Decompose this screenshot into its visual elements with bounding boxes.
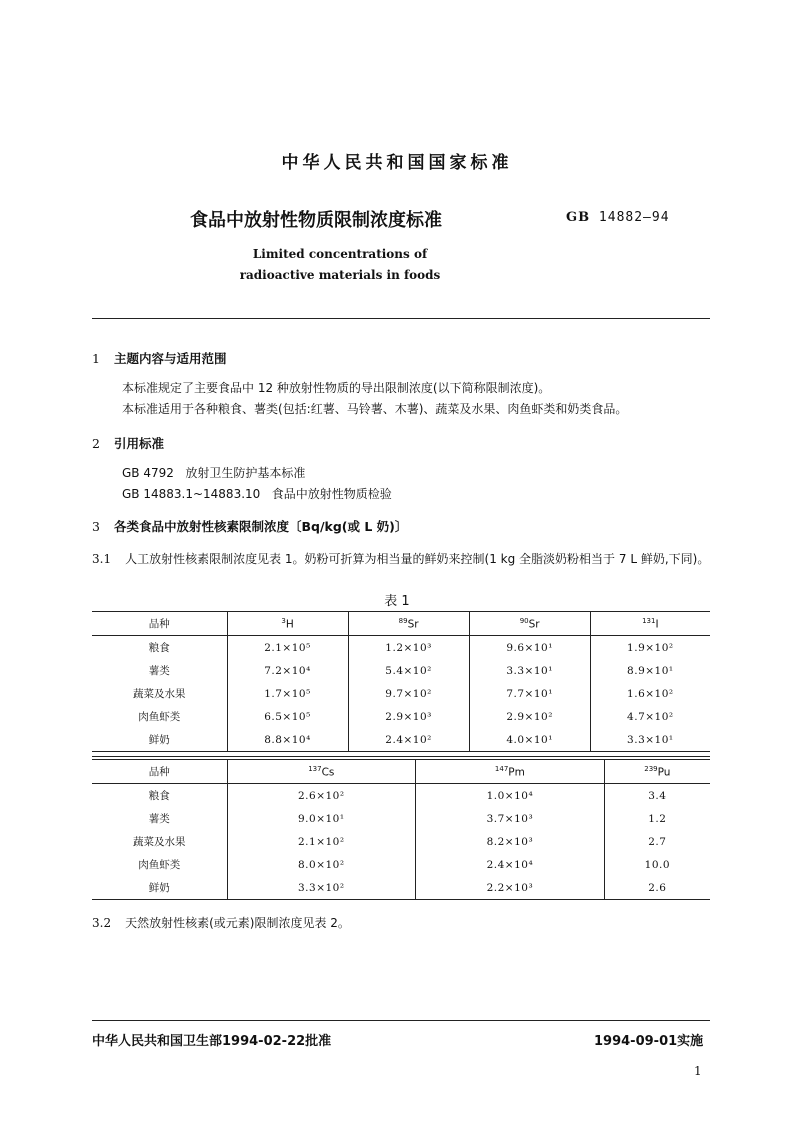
mass-number: 131 <box>642 616 656 625</box>
table-row <box>92 876 710 900</box>
table-1-part-1 <box>92 611 710 752</box>
food-category: 蔬菜及水果 <box>133 688 186 700</box>
food-category: 鲜奶 <box>148 734 170 746</box>
mass-number: 137 <box>308 764 322 773</box>
standard-prefix: GB <box>566 210 591 225</box>
concentration-value: 3.7×10³ <box>416 807 605 830</box>
footer-rule <box>92 1020 710 1021</box>
concentration-value: 7.2×10⁴ <box>227 659 348 682</box>
element-symbol: I <box>655 618 659 631</box>
reference-2: GB 14883.1~14883.10 食品中放射性物质检验 <box>122 487 392 501</box>
column-header-variety: 品种 <box>92 760 227 784</box>
column-header-nuclide <box>348 612 469 636</box>
subsection-number: 3.2 <box>92 916 112 930</box>
element-symbol: H <box>285 618 294 631</box>
column-header-nuclide <box>590 612 710 636</box>
food-category: 粮食 <box>148 790 170 802</box>
document-title: 食品中放射性物质限制浓度标准 <box>190 210 442 231</box>
concentration-value: 8.2×10³ <box>416 830 605 853</box>
concentration-value: 2.4×10⁴ <box>416 853 605 876</box>
mass-number: 239 <box>644 764 658 773</box>
table-row <box>92 705 710 728</box>
org-title: 中华人民共和国国家标准 <box>281 153 513 173</box>
section-number: 1 <box>92 351 100 366</box>
section-1-paragraph-2: 本标准适用于各种粮食、薯类(包括:红薯、马铃薯、木薯)、蔬菜及水果、肉鱼虾类和奶类食品。 <box>122 402 628 416</box>
table-divider <box>92 756 710 757</box>
section-number: 2 <box>92 436 100 451</box>
column-header-nuclide <box>227 612 348 636</box>
concentration-value: 3.3×10¹ <box>590 728 710 752</box>
concentration-value: 3.3×10² <box>227 876 416 900</box>
subsection-3-1 <box>92 550 710 569</box>
concentration-value: 9.0×10¹ <box>227 807 416 830</box>
mass-number: 147 <box>494 764 509 773</box>
concentration-value: 3.3×10¹ <box>469 659 590 682</box>
column-header-nuclide <box>604 760 710 784</box>
english-title-line2: radioactive materials in foods <box>239 268 441 282</box>
section-1-paragraph-1: 本标准规定了主要食品中 12 种放射性物质的导出限制浓度(以下简称限制浓度)。 <box>122 381 551 395</box>
table-row <box>92 853 710 876</box>
approval-line: 中华人民共和国卫生部1994-02-22批准 <box>92 1034 332 1049</box>
subsection-text: 天然放射性核素(或元素)限制浓度见表 2。 <box>125 916 350 930</box>
table-row <box>92 784 710 808</box>
concentration-value: 10.0 <box>604 853 710 876</box>
section-1-heading <box>92 349 227 367</box>
concentration-value: 3.4 <box>604 784 710 808</box>
table-row <box>92 682 710 705</box>
column-header-variety: 品种 <box>92 612 227 636</box>
food-category: 粮食 <box>148 642 170 654</box>
concentration-value: 2.9×10² <box>469 705 590 728</box>
concentration-value: 2.6×10² <box>227 784 416 808</box>
header-rule <box>92 318 710 319</box>
subsection-number: 3.1 <box>92 552 112 566</box>
subsection-3-2 <box>92 914 710 933</box>
standard-code: 14882—94 <box>598 210 670 225</box>
section-title: 主题内容与适用范围 <box>114 351 227 366</box>
table-caption: 表 1 <box>384 594 410 609</box>
subsection-text: 人工放射性核素限制浓度见表 1。奶粉可折算为相当量的鲜奶来控制(1 kg 全脂淡奶粉相当于 7 L 鲜奶,下同)。 <box>125 552 710 566</box>
concentration-value: 2.9×10³ <box>348 705 469 728</box>
food-category: 薯类 <box>148 813 170 825</box>
concentration-value: 6.5×10⁵ <box>227 705 348 728</box>
concentration-value: 8.9×10¹ <box>590 659 710 682</box>
concentration-value: 8.0×10² <box>227 853 416 876</box>
table-row <box>92 830 710 853</box>
food-category: 肉鱼虾类 <box>138 711 181 723</box>
section-number: 3 <box>92 519 100 534</box>
concentration-value: 1.9×10² <box>590 636 710 660</box>
section-3-heading <box>92 517 407 535</box>
mass-number: 90 <box>519 616 529 625</box>
concentration-value: 1.0×10⁴ <box>416 784 605 808</box>
implementation-date: 1994-09-01实施 <box>594 1034 704 1049</box>
table-row <box>92 807 710 830</box>
section-title: 引用标准 <box>114 436 165 451</box>
element-symbol: Pu <box>657 766 671 779</box>
concentration-value: 9.7×10² <box>348 682 469 705</box>
page-number: 1 <box>694 1064 702 1078</box>
mass-number: 3 <box>281 616 286 625</box>
food-category: 鲜奶 <box>148 882 170 894</box>
concentration-value: 1.6×10² <box>590 682 710 705</box>
table-1-part-2 <box>92 759 710 900</box>
concentration-value: 4.7×10² <box>590 705 710 728</box>
concentration-value: 1.2×10³ <box>348 636 469 660</box>
concentration-value: 1.7×10⁵ <box>227 682 348 705</box>
section-2-heading <box>92 434 164 452</box>
column-header-nuclide <box>416 760 605 784</box>
concentration-value: 1.2 <box>604 807 710 830</box>
concentration-value: 2.6 <box>604 876 710 900</box>
element-symbol: Sr <box>528 618 540 631</box>
table-row <box>92 659 710 682</box>
concentration-value: 2.7 <box>604 830 710 853</box>
element-symbol: Sr <box>407 618 419 631</box>
concentration-value: 8.8×10⁴ <box>227 728 348 752</box>
concentration-value: 2.2×10³ <box>416 876 605 900</box>
concentration-value: 4.0×10¹ <box>469 728 590 752</box>
column-header-nuclide <box>469 612 590 636</box>
concentration-value: 2.4×10² <box>348 728 469 752</box>
english-title-line1: Limited concentrations of <box>252 247 428 261</box>
mass-number: 89 <box>398 616 408 625</box>
column-header-nuclide <box>227 760 416 784</box>
concentration-value: 2.1×10⁵ <box>227 636 348 660</box>
food-category: 肉鱼虾类 <box>138 859 181 871</box>
reference-1: GB 4792 放射卫生防护基本标准 <box>122 466 306 480</box>
food-category: 薯类 <box>148 665 170 677</box>
concentration-value: 5.4×10² <box>348 659 469 682</box>
table-row <box>92 728 710 752</box>
section-title: 各类食品中放射性核素限制浓度〔Bq/kg(或 L 奶)〕 <box>114 519 408 534</box>
element-symbol: Cs <box>321 766 335 779</box>
food-category: 蔬菜及水果 <box>133 836 186 848</box>
concentration-value: 9.6×10¹ <box>469 636 590 660</box>
element-symbol: Pm <box>508 766 525 779</box>
concentration-value: 2.1×10² <box>227 830 416 853</box>
table-row <box>92 636 710 660</box>
concentration-value: 7.7×10¹ <box>469 682 590 705</box>
standard-number <box>566 210 670 225</box>
